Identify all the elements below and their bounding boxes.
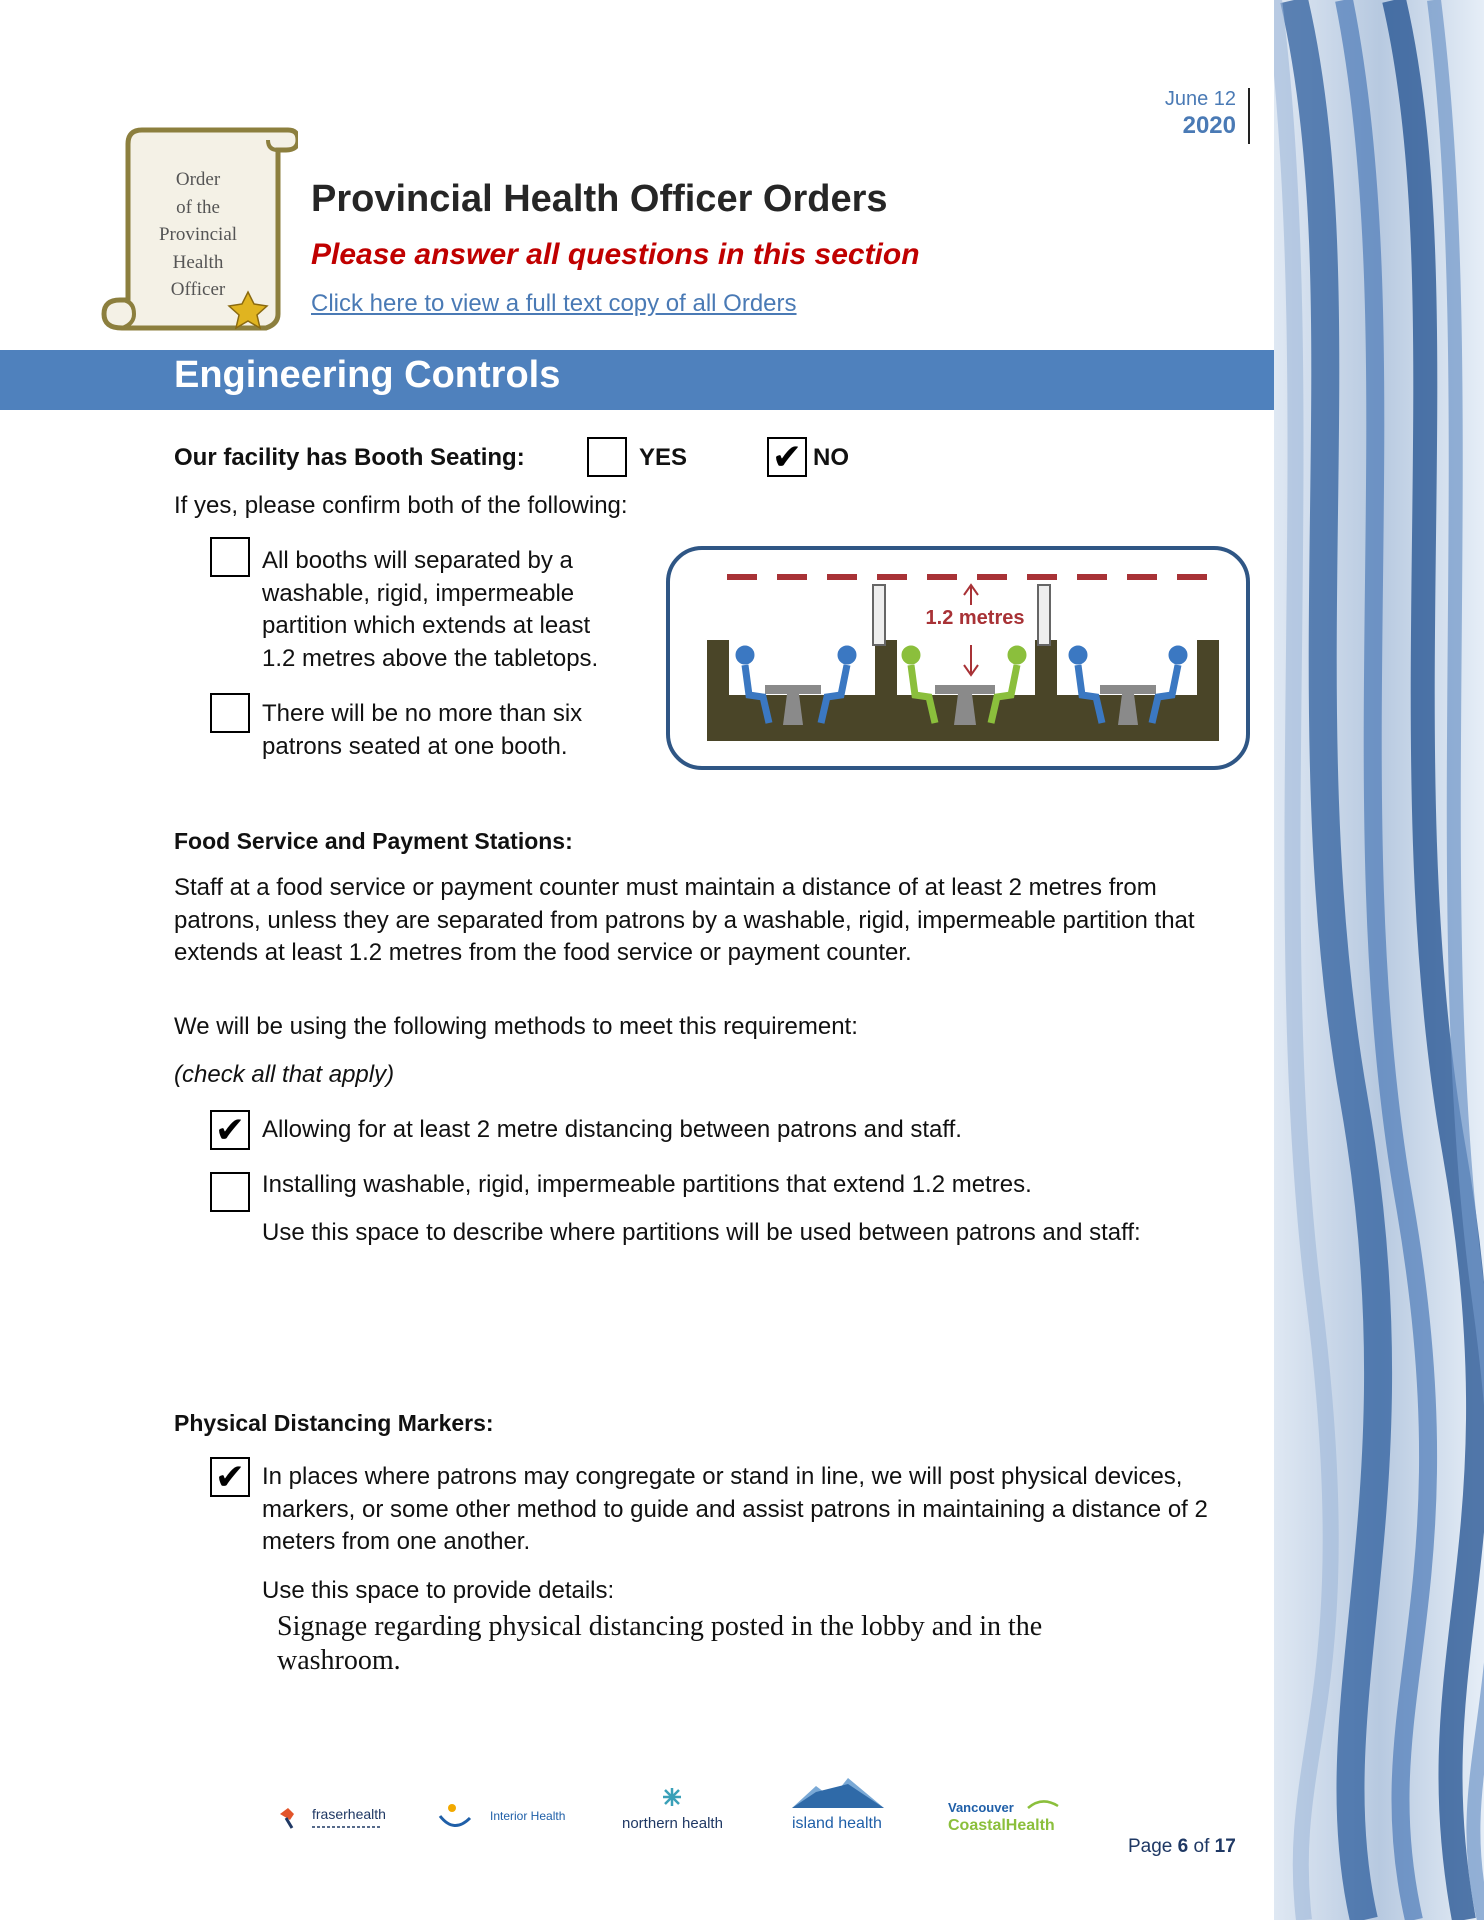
food-service-paragraph	[174, 872, 1195, 970]
food-service-line: patrons, unless they are separated from patrons by a washable, rigid, impermeable partition that	[174, 906, 1195, 934]
vancouver-line1: Vancouver	[948, 1800, 1014, 1815]
check-all-note: (check all that apply)	[174, 1061, 395, 1088]
partitions-option-label: Installing washable, rigid, impermeable partitions that extend 1.2 metres.	[262, 1171, 1032, 1198]
booth-partition-line: All booths will separated by a	[262, 547, 573, 574]
seal-line: Health	[172, 251, 224, 273]
interior-health-logo	[438, 1800, 568, 1841]
vancouver-coastal-health-logo	[946, 1794, 1071, 1843]
page-subtitle: Please answer all questions in this section	[311, 238, 920, 271]
markers-heading: Physical Distancing Markers:	[174, 1410, 494, 1436]
orders-link[interactable]: Click here to view a full text copy of all Orders	[311, 290, 797, 317]
if-yes-instruction: If yes, please confirm both of the following:	[174, 492, 628, 519]
date-divider	[1248, 88, 1250, 144]
booth-yes-label: YES	[639, 444, 688, 471]
seal-line: Provincial	[158, 224, 238, 245]
decorative-swirl-background	[1274, 0, 1484, 1920]
seal-line: of the	[176, 196, 220, 218]
northern-health-name: northern health	[622, 1815, 723, 1832]
page-total: 17	[1214, 1836, 1236, 1857]
details-entry-line: Signage regarding physical distancing posted in the lobby and in the	[277, 1611, 1043, 1642]
food-service-line: Staff at a food service or payment counter must maintain a distance of at least 2 metres from	[174, 874, 1157, 901]
booth-no-checkbox[interactable]: ✔	[767, 437, 807, 477]
booth-partition-text	[262, 545, 598, 675]
markers-checkbox[interactable]: ✔	[210, 1457, 250, 1497]
booth-no-label: NO	[813, 444, 849, 471]
details-entry-line: washroom.	[277, 1645, 401, 1676]
distancing-option-label: Allowing for at least 2 metre distancing between patrons and staff.	[262, 1116, 962, 1143]
booth-six-patrons-line: There will be no more than six	[262, 700, 583, 727]
details-entry[interactable]	[277, 1610, 1097, 1678]
page-number	[1128, 1836, 1236, 1858]
food-service-line: extends at least 1.2 metres from the food service or payment counter.	[174, 939, 912, 966]
markers-statement-line: meters from one another.	[262, 1528, 531, 1555]
food-service-heading: Food Service and Payment Stations:	[174, 828, 573, 854]
booth-partition-diagram	[665, 545, 1251, 771]
date-year: 2020	[1182, 112, 1236, 139]
booth-partition-line: 1.2 metres above the tabletops.	[262, 644, 599, 672]
markers-statement	[262, 1461, 1208, 1559]
island-health-name: island health	[792, 1815, 882, 1832]
methods-intro: We will be using the following methods to meet this requirement:	[174, 1013, 858, 1040]
booth-six-patrons-checkbox[interactable]	[210, 693, 250, 733]
markers-statement-line: markers, or some other method to guide and assist patrons in maintaining a distance of 2	[262, 1495, 1208, 1523]
page-of: of	[1193, 1836, 1210, 1857]
diagram-label: 1.2 metres	[925, 607, 1025, 629]
details-prompt: Use this space to provide details:	[262, 1577, 615, 1604]
booth-six-patrons-text	[262, 698, 582, 763]
fraser-health-name: fraserhealth	[312, 1806, 386, 1822]
booth-six-patrons-line: patrons seated at one booth.	[262, 732, 568, 760]
interior-health-name: Interior Health	[490, 1809, 566, 1823]
booth-partition-checkbox[interactable]	[210, 537, 250, 577]
booth-yes-checkbox[interactable]	[587, 437, 627, 477]
booth-partition-line: partition which extends at least	[262, 612, 591, 639]
seal-line: Officer	[170, 279, 226, 300]
distancing-option-checkbox[interactable]: ✔	[210, 1110, 250, 1150]
island-health-logo	[788, 1772, 892, 1839]
page-title: Provincial Health Officer Orders	[311, 178, 888, 220]
booth-question: Our facility has Booth Seating:	[174, 444, 525, 471]
fraser-health-logo	[278, 1800, 388, 1839]
markers-statement-line: In places where patrons may congregate or stand in line, we will post physical devices,	[262, 1463, 1183, 1490]
vancouver-line2: CoastalHealth	[948, 1817, 1055, 1834]
date-month: June 12	[1164, 88, 1236, 110]
seal-text	[132, 166, 264, 304]
northern-health-logo	[620, 1782, 730, 1837]
seal-line: Order	[175, 169, 221, 190]
booth-partition-line: washable, rigid, impermeable	[262, 579, 575, 607]
partitions-option-checkbox[interactable]	[210, 1172, 250, 1212]
page-prefix: Page	[1128, 1836, 1173, 1857]
partitions-describe-prompt: Use this space to describe where partitions will be used between patrons and staff:	[262, 1219, 1141, 1246]
page-current: 6	[1177, 1836, 1189, 1857]
section-title: Engineering Controls	[174, 354, 561, 396]
